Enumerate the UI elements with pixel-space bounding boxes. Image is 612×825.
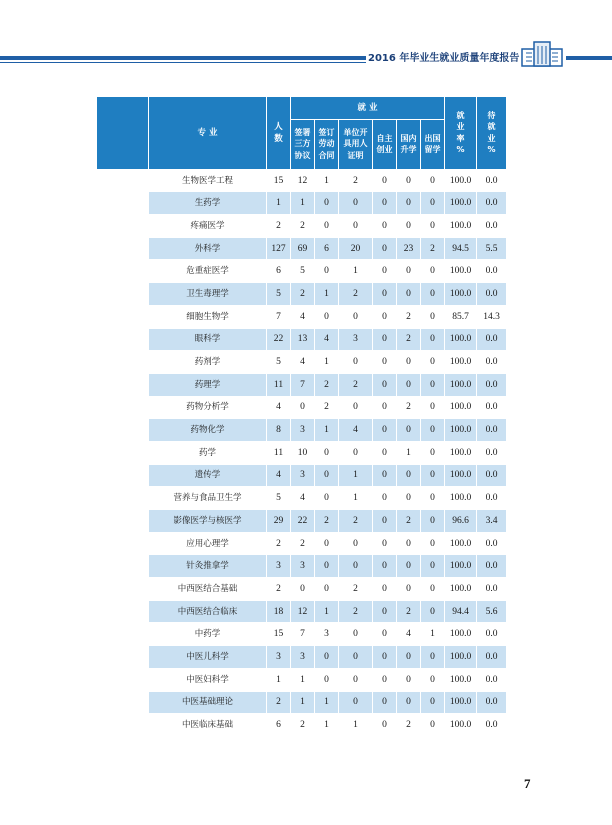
labor-contract-cell: 0 <box>315 668 339 691</box>
major-cell: 中医临床基础 <box>149 714 267 737</box>
major-cell: 外科学 <box>149 237 267 260</box>
count-cell: 5 <box>267 283 291 306</box>
study-abroad-cell: 0 <box>421 600 445 623</box>
employment-rate-cell: 100.0 <box>445 668 477 691</box>
major-cell: 中医儿科学 <box>149 646 267 669</box>
count-cell: 2 <box>267 691 291 714</box>
study-abroad-cell: 0 <box>421 283 445 306</box>
count-cell: 11 <box>267 441 291 464</box>
labor-contract-cell: 1 <box>315 351 339 374</box>
self-employed-cell: 0 <box>373 532 397 555</box>
count-cell: 18 <box>267 600 291 623</box>
domestic-study-cell: 0 <box>397 555 421 578</box>
sign-agreement-cell: 1 <box>291 691 315 714</box>
count-cell: 2 <box>267 532 291 555</box>
pending-rate-cell: 0.0 <box>477 623 507 646</box>
self-employed-cell: 0 <box>373 328 397 351</box>
domestic-study-cell: 0 <box>397 578 421 601</box>
pending-rate-cell: 14.3 <box>477 305 507 328</box>
table-row <box>97 646 507 669</box>
header-rule-thin <box>0 62 366 63</box>
sign-agreement-cell: 2 <box>291 532 315 555</box>
unit-certificate-cell: 0 <box>339 441 373 464</box>
labor-contract-cell: 0 <box>315 192 339 215</box>
labor-contract-cell: 4 <box>315 328 339 351</box>
pending-rate-cell: 0.0 <box>477 578 507 601</box>
pending-rate-cell: 0.0 <box>477 555 507 578</box>
unit-certificate-header: 单位开 具用人 证明 <box>339 119 373 169</box>
table-row <box>97 373 507 396</box>
pending-rate-cell: 3.4 <box>477 510 507 533</box>
study-abroad-cell: 0 <box>421 510 445 533</box>
labor-contract-cell: 2 <box>315 396 339 419</box>
major-cell: 疼痛医学 <box>149 215 267 238</box>
header-rule-right <box>566 56 612 60</box>
table-row <box>97 328 507 351</box>
unit-certificate-cell: 0 <box>339 646 373 669</box>
pending-rate-cell: 0.0 <box>477 646 507 669</box>
sign-agreement-cell: 10 <box>291 441 315 464</box>
table-row <box>97 623 507 646</box>
domestic-study-header: 国内 升学 <box>397 119 421 169</box>
unit-certificate-cell: 4 <box>339 419 373 442</box>
domestic-study-cell: 2 <box>397 714 421 737</box>
major-cell: 中西医结合临床 <box>149 600 267 623</box>
study-abroad-cell: 0 <box>421 646 445 669</box>
unit-certificate-cell: 1 <box>339 487 373 510</box>
group-label: 硕士 研究生 N=765 <box>97 169 149 736</box>
employment-rate-cell: 100.0 <box>445 419 477 442</box>
unit-certificate-cell: 0 <box>339 215 373 238</box>
employment-rate-cell: 94.5 <box>445 237 477 260</box>
count-cell: 6 <box>267 260 291 283</box>
domestic-study-cell: 0 <box>397 668 421 691</box>
sign-agreement-cell: 7 <box>291 373 315 396</box>
employment-header: 就 业 <box>291 97 445 120</box>
pending-rate-cell: 0.0 <box>477 283 507 306</box>
labor-contract-cell: 1 <box>315 691 339 714</box>
study-abroad-cell: 0 <box>421 441 445 464</box>
count-cell: 7 <box>267 305 291 328</box>
study-abroad-cell: 0 <box>421 419 445 442</box>
employment-rate-cell: 100.0 <box>445 646 477 669</box>
sign-agreement-cell: 12 <box>291 169 315 192</box>
employment-rate-cell: 100.0 <box>445 441 477 464</box>
study-abroad-cell: 0 <box>421 169 445 192</box>
group-header-cell <box>97 97 149 170</box>
domestic-study-cell: 0 <box>397 532 421 555</box>
sign-agreement-cell: 4 <box>291 305 315 328</box>
unit-certificate-cell: 2 <box>339 600 373 623</box>
unit-certificate-cell: 2 <box>339 283 373 306</box>
labor-contract-cell: 0 <box>315 555 339 578</box>
domestic-study-cell: 0 <box>397 487 421 510</box>
unit-certificate-cell: 0 <box>339 691 373 714</box>
self-employed-cell: 0 <box>373 691 397 714</box>
table-row <box>97 532 507 555</box>
building-logo-icon <box>520 40 564 68</box>
major-cell: 生药学 <box>149 192 267 215</box>
self-employed-cell: 0 <box>373 555 397 578</box>
sign-agreement-cell: 13 <box>291 328 315 351</box>
study-abroad-cell: 1 <box>421 623 445 646</box>
count-cell: 5 <box>267 487 291 510</box>
employment-rate-cell: 94.4 <box>445 600 477 623</box>
count-cell: 22 <box>267 328 291 351</box>
domestic-study-cell: 0 <box>397 169 421 192</box>
unit-certificate-cell: 0 <box>339 555 373 578</box>
self-employed-cell: 0 <box>373 510 397 533</box>
self-employed-cell: 0 <box>373 237 397 260</box>
self-employed-cell: 0 <box>373 169 397 192</box>
employment-rate-cell: 100.0 <box>445 396 477 419</box>
count-cell: 6 <box>267 714 291 737</box>
unit-certificate-cell: 0 <box>339 351 373 374</box>
domestic-study-cell: 2 <box>397 328 421 351</box>
employment-rate-cell: 100.0 <box>445 691 477 714</box>
sign-agreement-cell: 2 <box>291 714 315 737</box>
count-header: 人 数 <box>267 97 291 170</box>
domestic-study-cell: 0 <box>397 215 421 238</box>
domestic-study-cell: 23 <box>397 237 421 260</box>
labor-contract-cell: 0 <box>315 578 339 601</box>
labor-contract-cell: 1 <box>315 600 339 623</box>
unit-certificate-cell: 0 <box>339 192 373 215</box>
unit-certificate-cell: 0 <box>339 623 373 646</box>
pending-rate-cell: 0.0 <box>477 487 507 510</box>
table-row <box>97 351 507 374</box>
self-employed-cell: 0 <box>373 714 397 737</box>
header-rule <box>0 56 366 60</box>
study-abroad-cell: 0 <box>421 464 445 487</box>
employment-rate-cell: 96.6 <box>445 510 477 533</box>
self-employed-cell: 0 <box>373 396 397 419</box>
self-employed-cell: 0 <box>373 464 397 487</box>
domestic-study-cell: 0 <box>397 691 421 714</box>
labor-contract-cell: 3 <box>315 623 339 646</box>
count-cell: 15 <box>267 169 291 192</box>
major-cell: 营养与食品卫生学 <box>149 487 267 510</box>
pending-rate-cell: 0.0 <box>477 351 507 374</box>
table-row <box>97 169 507 192</box>
table-row <box>97 487 507 510</box>
pending-rate-cell: 0.0 <box>477 532 507 555</box>
domestic-study-cell: 2 <box>397 305 421 328</box>
employment-rate-cell: 100.0 <box>445 169 477 192</box>
study-abroad-cell: 0 <box>421 714 445 737</box>
major-cell: 生物医学工程 <box>149 169 267 192</box>
major-cell: 危重症医学 <box>149 260 267 283</box>
count-cell: 4 <box>267 464 291 487</box>
employment-rate-cell: 100.0 <box>445 192 477 215</box>
pending-rate-cell: 0.0 <box>477 668 507 691</box>
count-cell: 127 <box>267 237 291 260</box>
self-employed-cell: 0 <box>373 668 397 691</box>
labor-contract-cell: 0 <box>315 646 339 669</box>
study-abroad-cell: 2 <box>421 237 445 260</box>
self-employed-cell: 0 <box>373 623 397 646</box>
pending-rate-cell: 5.6 <box>477 600 507 623</box>
employment-table <box>96 96 507 737</box>
labor-contract-cell: 0 <box>315 441 339 464</box>
table-row <box>97 668 507 691</box>
major-cell: 中医基础理论 <box>149 691 267 714</box>
sign-agreement-cell: 3 <box>291 646 315 669</box>
labor-contract-cell: 0 <box>315 487 339 510</box>
page-number: 7 <box>524 776 531 791</box>
sign-agreement-cell: 4 <box>291 351 315 374</box>
domestic-study-cell: 0 <box>397 260 421 283</box>
pending-rate-cell: 0.0 <box>477 441 507 464</box>
study-abroad-cell: 0 <box>421 532 445 555</box>
table-row <box>97 305 507 328</box>
sign-agreement-cell: 1 <box>291 668 315 691</box>
employment-rate-cell: 100.0 <box>445 623 477 646</box>
self-employed-cell: 0 <box>373 600 397 623</box>
study-abroad-cell: 0 <box>421 396 445 419</box>
count-cell: 3 <box>267 646 291 669</box>
self-employed-cell: 0 <box>373 283 397 306</box>
sign-agreement-cell: 12 <box>291 600 315 623</box>
table-row <box>97 192 507 215</box>
table-body <box>97 169 507 736</box>
table-row <box>97 396 507 419</box>
table-row <box>97 691 507 714</box>
table-row <box>97 555 507 578</box>
labor-contract-cell: 6 <box>315 237 339 260</box>
pending-rate-cell: 0.0 <box>477 260 507 283</box>
employment-rate-cell: 100.0 <box>445 351 477 374</box>
employment-rate-cell: 100.0 <box>445 283 477 306</box>
labor-contract-cell: 1 <box>315 419 339 442</box>
employment-rate-cell: 100.0 <box>445 328 477 351</box>
table-row <box>97 578 507 601</box>
unit-certificate-cell: 1 <box>339 260 373 283</box>
pending-rate-cell: 0.0 <box>477 192 507 215</box>
study-abroad-cell: 0 <box>421 305 445 328</box>
labor-contract-cell: 0 <box>315 532 339 555</box>
study-abroad-cell: 0 <box>421 691 445 714</box>
domestic-study-cell: 4 <box>397 623 421 646</box>
employment-rate-cell: 100.0 <box>445 578 477 601</box>
domestic-study-cell: 1 <box>397 441 421 464</box>
sign-agreement-cell: 7 <box>291 623 315 646</box>
count-cell: 4 <box>267 396 291 419</box>
unit-certificate-cell: 2 <box>339 510 373 533</box>
count-cell: 3 <box>267 555 291 578</box>
self-employed-cell: 0 <box>373 351 397 374</box>
employment-rate-cell: 100.0 <box>445 532 477 555</box>
self-employed-cell: 0 <box>373 487 397 510</box>
sign-agreement-cell: 0 <box>291 396 315 419</box>
labor-contract-cell: 0 <box>315 260 339 283</box>
unit-certificate-cell: 1 <box>339 464 373 487</box>
major-cell: 药物化学 <box>149 419 267 442</box>
self-employed-cell: 0 <box>373 419 397 442</box>
major-cell: 药剂学 <box>149 351 267 374</box>
study-abroad-cell: 0 <box>421 351 445 374</box>
major-cell: 药物分析学 <box>149 396 267 419</box>
table-row <box>97 464 507 487</box>
major-cell: 针灸推拿学 <box>149 555 267 578</box>
unit-certificate-cell: 2 <box>339 373 373 396</box>
domestic-study-cell: 0 <box>397 192 421 215</box>
major-cell: 药学 <box>149 441 267 464</box>
table-row <box>97 260 507 283</box>
labor-contract-cell: 0 <box>315 464 339 487</box>
self-employed-cell: 0 <box>373 373 397 396</box>
unit-certificate-cell: 0 <box>339 396 373 419</box>
major-cell: 中西医结合基础 <box>149 578 267 601</box>
sign-agreement-cell: 22 <box>291 510 315 533</box>
major-cell: 应用心理学 <box>149 532 267 555</box>
study-abroad-cell: 0 <box>421 487 445 510</box>
major-cell: 中药学 <box>149 623 267 646</box>
pending-rate-cell: 0.0 <box>477 169 507 192</box>
table-header <box>97 97 507 170</box>
labor-contract-cell: 2 <box>315 510 339 533</box>
self-employed-cell: 0 <box>373 305 397 328</box>
study-abroad-cell: 0 <box>421 373 445 396</box>
count-cell: 2 <box>267 215 291 238</box>
report-title: 2016 年毕业生就业质量年度报告 <box>368 53 520 64</box>
sign-agreement-cell: 2 <box>291 283 315 306</box>
unit-certificate-cell: 20 <box>339 237 373 260</box>
count-cell: 11 <box>267 373 291 396</box>
unit-certificate-cell: 0 <box>339 668 373 691</box>
major-cell: 卫生毒理学 <box>149 283 267 306</box>
pending-rate-cell: 0.0 <box>477 215 507 238</box>
pending-rate-header: 待 就 业 % <box>477 97 507 170</box>
table-row <box>97 419 507 442</box>
table-row <box>97 600 507 623</box>
sign-agreement-cell: 1 <box>291 192 315 215</box>
study-abroad-header: 出国 留学 <box>421 119 445 169</box>
labor-contract-cell: 1 <box>315 714 339 737</box>
self-employed-cell: 0 <box>373 441 397 464</box>
employment-rate-cell: 100.0 <box>445 487 477 510</box>
employment-rate-cell: 100.0 <box>445 373 477 396</box>
domestic-study-cell: 0 <box>397 283 421 306</box>
unit-certificate-cell: 1 <box>339 714 373 737</box>
major-cell: 细胞生物学 <box>149 305 267 328</box>
domestic-study-cell: 0 <box>397 373 421 396</box>
labor-contract-cell: 2 <box>315 373 339 396</box>
sign-agreement-cell: 5 <box>291 260 315 283</box>
sign-agreement-header: 签署 三方 协议 <box>291 119 315 169</box>
table-row <box>97 283 507 306</box>
self-employed-cell: 0 <box>373 215 397 238</box>
unit-certificate-cell: 2 <box>339 578 373 601</box>
pending-rate-cell: 0.0 <box>477 419 507 442</box>
study-abroad-cell: 0 <box>421 260 445 283</box>
unit-certificate-cell: 0 <box>339 532 373 555</box>
sign-agreement-cell: 2 <box>291 215 315 238</box>
pending-rate-cell: 0.0 <box>477 691 507 714</box>
self-employed-cell: 0 <box>373 578 397 601</box>
count-cell: 29 <box>267 510 291 533</box>
table-row <box>97 441 507 464</box>
study-abroad-cell: 0 <box>421 328 445 351</box>
study-abroad-cell: 0 <box>421 192 445 215</box>
labor-contract-cell: 1 <box>315 169 339 192</box>
self-employed-cell: 0 <box>373 192 397 215</box>
major-cell: 药理学 <box>149 373 267 396</box>
pending-rate-cell: 0.0 <box>477 373 507 396</box>
major-cell: 影像医学与核医学 <box>149 510 267 533</box>
major-cell: 遗传学 <box>149 464 267 487</box>
major-cell: 眼科学 <box>149 328 267 351</box>
count-cell: 1 <box>267 668 291 691</box>
major-header: 专 业 <box>149 97 267 170</box>
domestic-study-cell: 2 <box>397 510 421 533</box>
domestic-study-cell: 2 <box>397 396 421 419</box>
table-row <box>97 714 507 737</box>
employment-rate-cell: 100.0 <box>445 215 477 238</box>
major-cell: 中医妇科学 <box>149 668 267 691</box>
count-cell: 5 <box>267 351 291 374</box>
pending-rate-cell: 0.0 <box>477 396 507 419</box>
count-cell: 15 <box>267 623 291 646</box>
unit-certificate-cell: 2 <box>339 169 373 192</box>
study-abroad-cell: 0 <box>421 215 445 238</box>
sign-agreement-cell: 0 <box>291 578 315 601</box>
count-cell: 1 <box>267 192 291 215</box>
domestic-study-cell: 2 <box>397 600 421 623</box>
unit-certificate-cell: 3 <box>339 328 373 351</box>
domestic-study-cell: 0 <box>397 351 421 374</box>
sign-agreement-cell: 3 <box>291 555 315 578</box>
study-abroad-cell: 0 <box>421 668 445 691</box>
labor-contract-cell: 1 <box>315 283 339 306</box>
employment-rate-cell: 85.7 <box>445 305 477 328</box>
self-employed-cell: 0 <box>373 646 397 669</box>
employment-rate-cell: 100.0 <box>445 714 477 737</box>
pending-rate-cell: 0.0 <box>477 328 507 351</box>
employment-rate-header: 就 业 率 % <box>445 97 477 170</box>
domestic-study-cell: 0 <box>397 464 421 487</box>
study-abroad-cell: 0 <box>421 578 445 601</box>
employment-rate-cell: 100.0 <box>445 555 477 578</box>
domestic-study-cell: 0 <box>397 419 421 442</box>
labor-contract-cell: 0 <box>315 305 339 328</box>
pending-rate-cell: 5.5 <box>477 237 507 260</box>
pending-rate-cell: 0.0 <box>477 714 507 737</box>
self-employed-header: 自主 创业 <box>373 119 397 169</box>
sign-agreement-cell: 3 <box>291 464 315 487</box>
study-abroad-cell: 0 <box>421 555 445 578</box>
employment-rate-cell: 100.0 <box>445 260 477 283</box>
table-row <box>97 215 507 238</box>
labor-contract-cell: 0 <box>315 215 339 238</box>
pending-rate-cell: 0.0 <box>477 464 507 487</box>
count-cell: 2 <box>267 578 291 601</box>
self-employed-cell: 0 <box>373 260 397 283</box>
sign-agreement-cell: 4 <box>291 487 315 510</box>
labor-contract-header: 签订 劳动 合同 <box>315 119 339 169</box>
table-row <box>97 237 507 260</box>
employment-rate-cell: 100.0 <box>445 464 477 487</box>
sign-agreement-cell: 69 <box>291 237 315 260</box>
domestic-study-cell: 0 <box>397 646 421 669</box>
table-row <box>97 510 507 533</box>
unit-certificate-cell: 0 <box>339 305 373 328</box>
sign-agreement-cell: 3 <box>291 419 315 442</box>
count-cell: 8 <box>267 419 291 442</box>
